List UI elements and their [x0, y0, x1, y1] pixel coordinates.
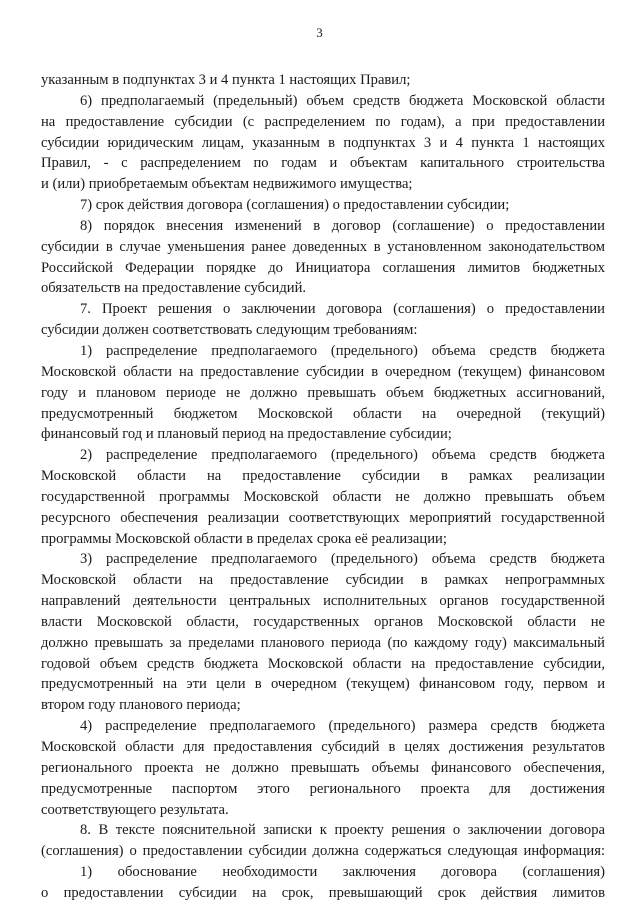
text-line: программы Московской области в пределах срока её реализации;: [41, 530, 447, 547]
text-line: Правил, - с распределением по годам и объектам капитального строительства: [41, 155, 605, 172]
text-line: финансовый год и плановый период на предоставление субсидии;: [41, 426, 452, 443]
text-line: субсидии в случае уменьшения ранее доведенных в установленном законодательством: [41, 238, 605, 255]
text-line: Российской Федерации порядке до Инициатора соглашения лимитов бюджетных: [41, 259, 605, 276]
text-line: соответствующего результата.: [41, 801, 229, 818]
text-line: должно превышать за пределами планового периода (по каждому году) максимальный: [41, 634, 605, 651]
text-line: субсидии должен соответствовать следующим требованиям:: [41, 322, 418, 339]
text-line: власти Московской области, государственных органов Московской области не: [41, 613, 605, 630]
text-line: регионального проекта не должно превышать объемы финансового обеспечения,: [41, 759, 605, 776]
text-line: 7) срок действия договора (соглашения) о предоставлении субсидии;: [80, 197, 510, 214]
text-line: на предоставление субсидии (с распределением по годам), а при предоставлении: [41, 113, 605, 130]
text-line: 1) распределение предполагаемого (предельного) объема средств бюджета: [80, 342, 605, 359]
page-number: 3: [316, 25, 323, 40]
text-line: (соглашения) о предоставлении субсидии должна содержаться следующая информация:: [41, 843, 605, 860]
text-line: втором году планового периода;: [41, 697, 241, 714]
paragraph-cont: [41, 70, 605, 91]
paragraph-r2: [41, 445, 605, 549]
text-line: Московской области для предоставления субсидий в целях достижения результатов: [41, 739, 605, 755]
paragraph-p7: [41, 195, 605, 216]
text-line: о предоставлении субсидии на срок, превышающий срок действия лимитов: [41, 884, 605, 901]
paragraph-s8: [41, 820, 605, 862]
text-line: ресурсного обеспечения реализации соответствующих мероприятий государственной: [41, 509, 605, 526]
document-body: [41, 70, 605, 904]
text-line: 8. В тексте пояснительной записки к проекту решения о заключении договора: [80, 822, 605, 839]
paragraph-p8: [41, 216, 605, 299]
text-line: году и плановом периоде не должно превышать объем бюджетных ассигнований,: [41, 384, 605, 401]
text-line: годовой объем средств бюджета Московской области на предоставление субсидии,: [41, 655, 605, 672]
text-line: предусмотренный на эти цели в очередном (текущем) финансовом году, первом и: [41, 676, 605, 693]
text-line: обязательств на предоставление субсидий.: [41, 280, 307, 297]
text-line: Московской области на предоставление субсидии в рамках реализации: [41, 468, 605, 485]
text-line: субсидии юридическим лицам, указанным в подпунктах 3 и 4 пункта 1 настоящих: [41, 134, 605, 151]
text-line: 7. Проект решения о заключении договора (соглашения) о предоставлении: [80, 301, 605, 318]
text-line: государственной программы Московской области не должно превышать объем: [41, 488, 605, 505]
text-line: указанным в подпунктах 3 и 4 пункта 1 настоящих Правил;: [41, 72, 411, 88]
paragraph-r4: [41, 716, 605, 820]
paragraph-r1: [41, 341, 605, 445]
text-line: Московской области на предоставление субсидии в рамках непрограммных: [41, 572, 605, 589]
text-line: предусмотренный бюджетом Московской области на очередной (текущий): [41, 405, 605, 422]
paragraph-r3: [41, 549, 605, 716]
text-line: 3) распределение предполагаемого (предельного) объема средств бюджета: [80, 551, 605, 568]
text-line: направлений деятельности центральных исполнительных органов государственной: [41, 593, 605, 610]
text-line: Московской области на предоставление субсидии в очередном (текущем) финансовом: [41, 363, 605, 380]
text-line: 6) предполагаемый (предельный) объем средств бюджета Московской области: [80, 92, 605, 109]
text-line: 4) распределение предполагаемого (предельного) размера средств бюджета: [80, 718, 605, 735]
paragraph-s7: [41, 299, 605, 341]
paragraph-s8-1: [41, 862, 605, 904]
text-line: 2) распределение предполагаемого (предельного) объема средств бюджета: [80, 447, 605, 464]
text-line: 1) обоснование необходимости заключения договора (соглашения): [80, 864, 605, 881]
text-line: 8) порядок внесения изменений в договор (соглашение) о предоставлении: [80, 217, 605, 234]
text-line: и (или) приобретаемым объектам недвижимого имущества;: [41, 176, 413, 193]
paragraph-p6: [41, 91, 605, 195]
text-line: предусмотренные паспортом этого регионального проекта для достижения: [41, 780, 605, 797]
